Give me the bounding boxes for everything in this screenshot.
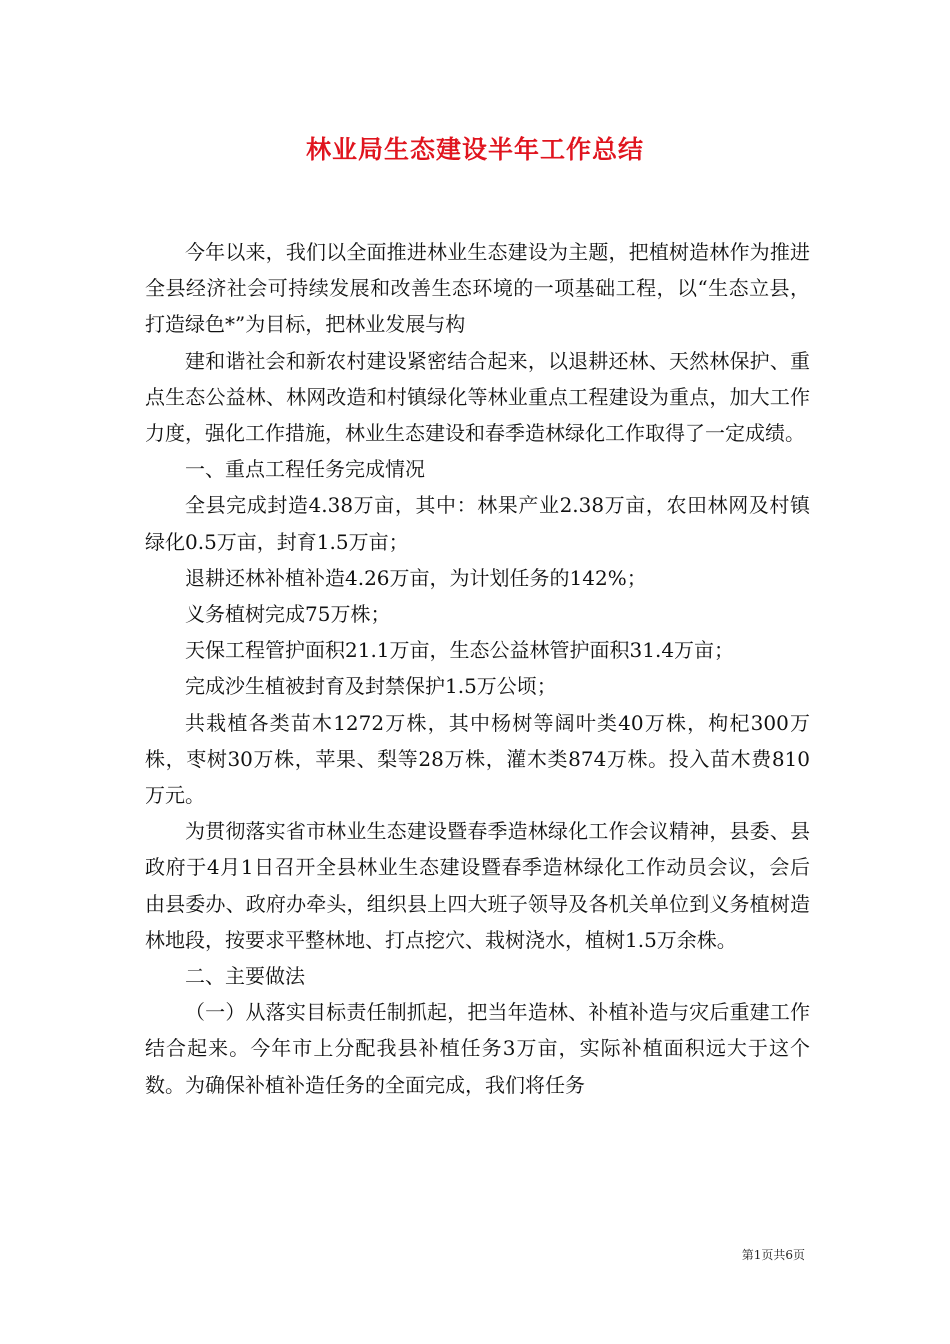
document-title: 林业局生态建设半年工作总结 [305, 135, 644, 164]
section-heading-2: 二、主要做法 [185, 964, 305, 989]
paragraph-meeting: 为贯彻落实省市林业生态建设暨春季造林绿化工作会议精神，县委、县政府于4月1日召开全县林业生态建设暨春季造林绿化工作动员会议，会后由县委办、政府办牵头，组织县上四大班子领导及各机关单位到义务植树造林地段，按要求平整林地、打点挖穴、栽树浇水，植树1.5万余株。 [145, 819, 810, 952]
section-heading-1: 一、重点工程任务完成情况 [185, 457, 425, 482]
paragraph-reforestation: 退耕还林补植补造4.26万亩，为计划任务的142%； [185, 565, 647, 590]
paragraph-voluntary-planting: 义务植树完成75万株； [185, 602, 391, 627]
paragraph-forest-protection: 天保工程管护面积21.1万亩，生态公益林管护面积31.4万亩； [185, 638, 735, 663]
document-body [145, 234, 810, 1103]
paragraph-sand-vegetation: 完成沙生植被封育及封禁保护1.5万公顷； [185, 674, 557, 699]
paragraph-measures-1: （一）从落实目标责任制抓起，把当年造林、补植补造与灾后重建工作结合起来。今年市上分配我县补植任务3万亩，实际补植面积远大于这个数。为确保补植补造任务的全面完成，我们将任务 [145, 1000, 810, 1097]
page-number: 第1页共6页 [741, 1248, 805, 1262]
paragraph-intro-continued: 建和谐社会和新农村建设紧密结合起来，以退耕还林、天然林保护、重点生态公益林、林网改造和村镇绿化等林业重点工程建设为重点，加大工作力度，强化工作措施，林业生态建设和春季造林绿化工作取得了一定成绩。 [145, 348, 810, 446]
paragraph-seedlings: 共栽植各类苗木1272万株，其中杨树等阔叶类40万株，枸杞300万株，枣树30万株，苹果、梨等28万株，灌木类874万株。投入苗木费810万元。 [145, 710, 810, 808]
paragraph-intro: 今年以来，我们以全面推进林业生态建设为主题，把植树造林作为推进全县经济社会可持续发展和改善生态环境的一项基础工程，以“生态立县，打造绿色*”为目标，把林业发展与构 [145, 240, 810, 337]
paragraph-afforestation: 全县完成封造4.38万亩，其中：林果产业2.38万亩，农田林网及村镇绿化0.5万亩，封育1.5万亩； [145, 493, 810, 554]
